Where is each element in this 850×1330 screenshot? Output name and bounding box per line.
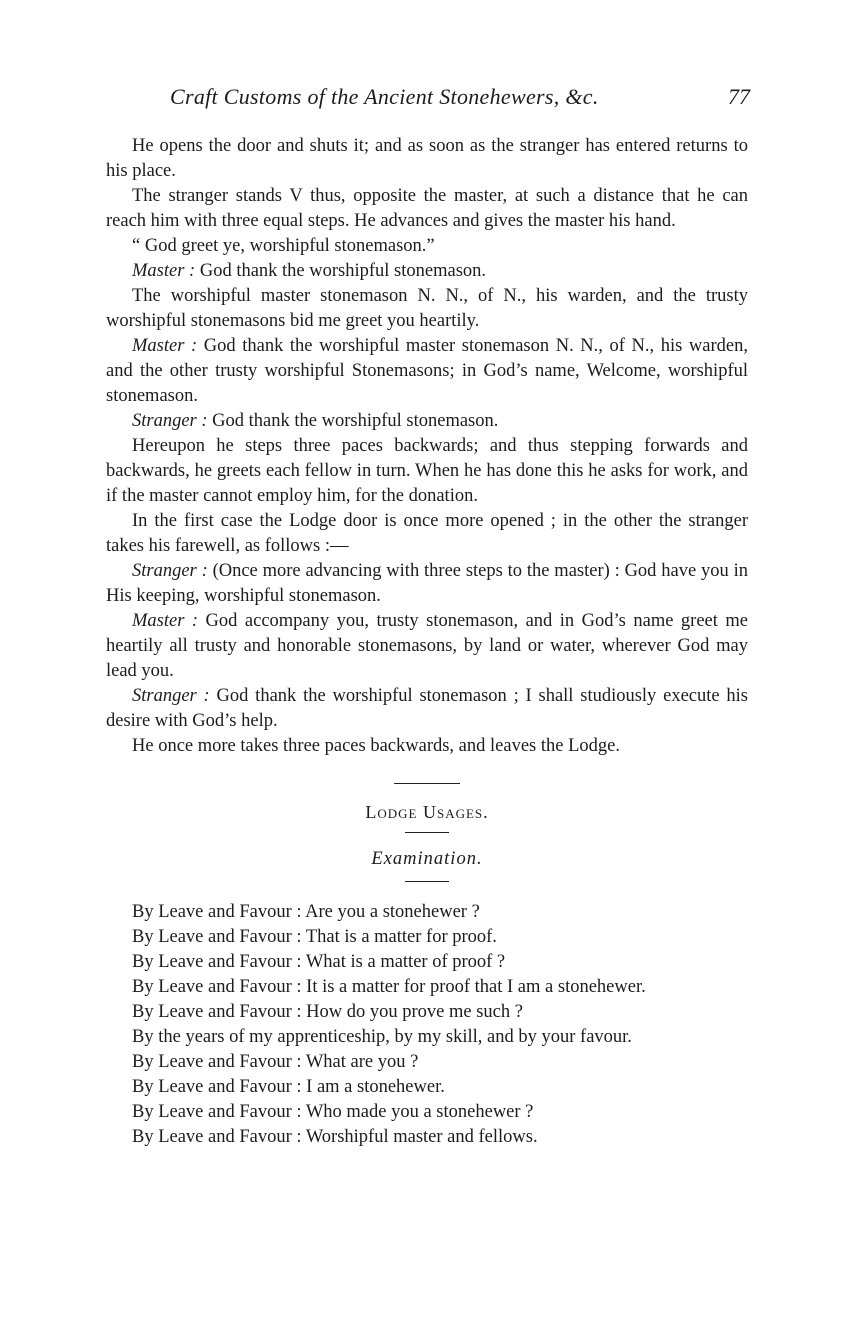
section-heading: Lodge Usages.	[365, 802, 489, 822]
speaker-label: Master :	[132, 261, 196, 281]
paragraph-text: Hereupon he steps three paces backwards; and thus stepping forwards and backwards, he greets each fellow in turn. When he has done this he asks for work, and if the master cannot employ him, for the donation.	[106, 436, 748, 506]
speaker-label: Stranger :	[132, 411, 208, 431]
paragraph-text: God thank the worshipful master stonemason N. N., of N., his warden, and the other trusty worshipful Stonemasons; in God’s name, Welcome, worshipful stonemason.	[106, 336, 748, 406]
sub-heading: Examination.	[371, 849, 483, 869]
speaker-label: Master :	[132, 336, 198, 356]
paragraph-text: “ God greet ye, worshipful stonemason.”	[132, 236, 435, 256]
paragraph	[106, 684, 748, 734]
paragraph	[106, 409, 748, 434]
paragraph-text: God thank the worshipful stonemason.	[195, 261, 487, 281]
paragraph	[106, 134, 748, 184]
paragraph-text: God thank the worshipful stonemason.	[207, 411, 499, 431]
paragraph-text: In the first case the Lodge door is once more opened ; in the other the stranger takes his farewell, as follows :—	[106, 511, 748, 556]
paragraph	[106, 559, 748, 609]
dialogue-line: By Leave and Favour : It is a matter for proof that I am a stonehewer.	[132, 977, 646, 997]
paragraph	[106, 259, 748, 284]
running-head	[170, 84, 750, 116]
speaker-label: Stranger :	[132, 686, 210, 706]
paragraph-text: The stranger stands V thus, opposite the master, at such a distance that he can reach him with three equal steps. He advances and gives the master his hand.	[106, 186, 748, 231]
dialogue-line: By Leave and Favour : How do you prove me such ?	[132, 1002, 523, 1022]
dialogue-line: By Leave and Favour : What are you ?	[132, 1052, 419, 1072]
subheading-rule	[405, 881, 449, 882]
paragraph-text: God thank the worshipful stonemason ; I shall studiously execute his desire with God’s help.	[106, 686, 748, 731]
dialogue-line: By Leave and Favour : That is a matter for proof.	[132, 927, 497, 947]
paragraph	[106, 609, 748, 684]
heading-rule	[405, 832, 449, 833]
body-text	[106, 134, 748, 1150]
paragraph-text: (Once more advancing with three steps to the master) : God have you in His keeping, worshipful stonemason.	[106, 561, 748, 606]
paragraph-text: He once more takes three paces backwards, and leaves the Lodge.	[132, 736, 620, 756]
paragraph	[106, 434, 748, 509]
paragraph	[106, 234, 748, 259]
examination-dialogue	[106, 900, 748, 1150]
paragraph	[106, 284, 748, 334]
paragraph	[106, 509, 748, 559]
running-title: Craft Customs of the Ancient Stonehewers, &c.	[170, 84, 599, 109]
dialogue-line: By the years of my apprenticeship, by my skill, and by your favour.	[132, 1027, 632, 1047]
paragraph-text: He opens the door and shuts it; and as soon as the stranger has entered returns to his place.	[106, 136, 748, 181]
dialogue-line: By Leave and Favour : Are you a stonehewer ?	[132, 902, 480, 922]
dialogue-line: By Leave and Favour : I am a stonehewer.	[132, 1077, 445, 1097]
page-number: 77	[728, 84, 750, 109]
dialogue-line: By Leave and Favour : Who made you a stonehewer ?	[132, 1102, 534, 1122]
dialogue-line: By Leave and Favour : What is a matter of proof ?	[132, 952, 506, 972]
section-rule	[394, 783, 460, 784]
speaker-label: Master :	[132, 611, 199, 631]
speaker-label: Stranger :	[132, 561, 208, 581]
paragraph	[106, 334, 748, 409]
dialogue-line: By Leave and Favour : Worshipful master and fellows.	[132, 1127, 538, 1147]
paragraph-text: The worshipful master stonemason N. N., of N., his warden, and the trusty worshipful stonemasons bid me greet you heartily.	[106, 286, 748, 331]
paragraph	[106, 184, 748, 234]
paragraph-text: God accompany you, trusty stonemason, and in God’s name greet me heartily all trusty and honorable stonemasons, by land or water, wherever God may lead you.	[106, 611, 748, 681]
paragraph	[106, 734, 748, 759]
